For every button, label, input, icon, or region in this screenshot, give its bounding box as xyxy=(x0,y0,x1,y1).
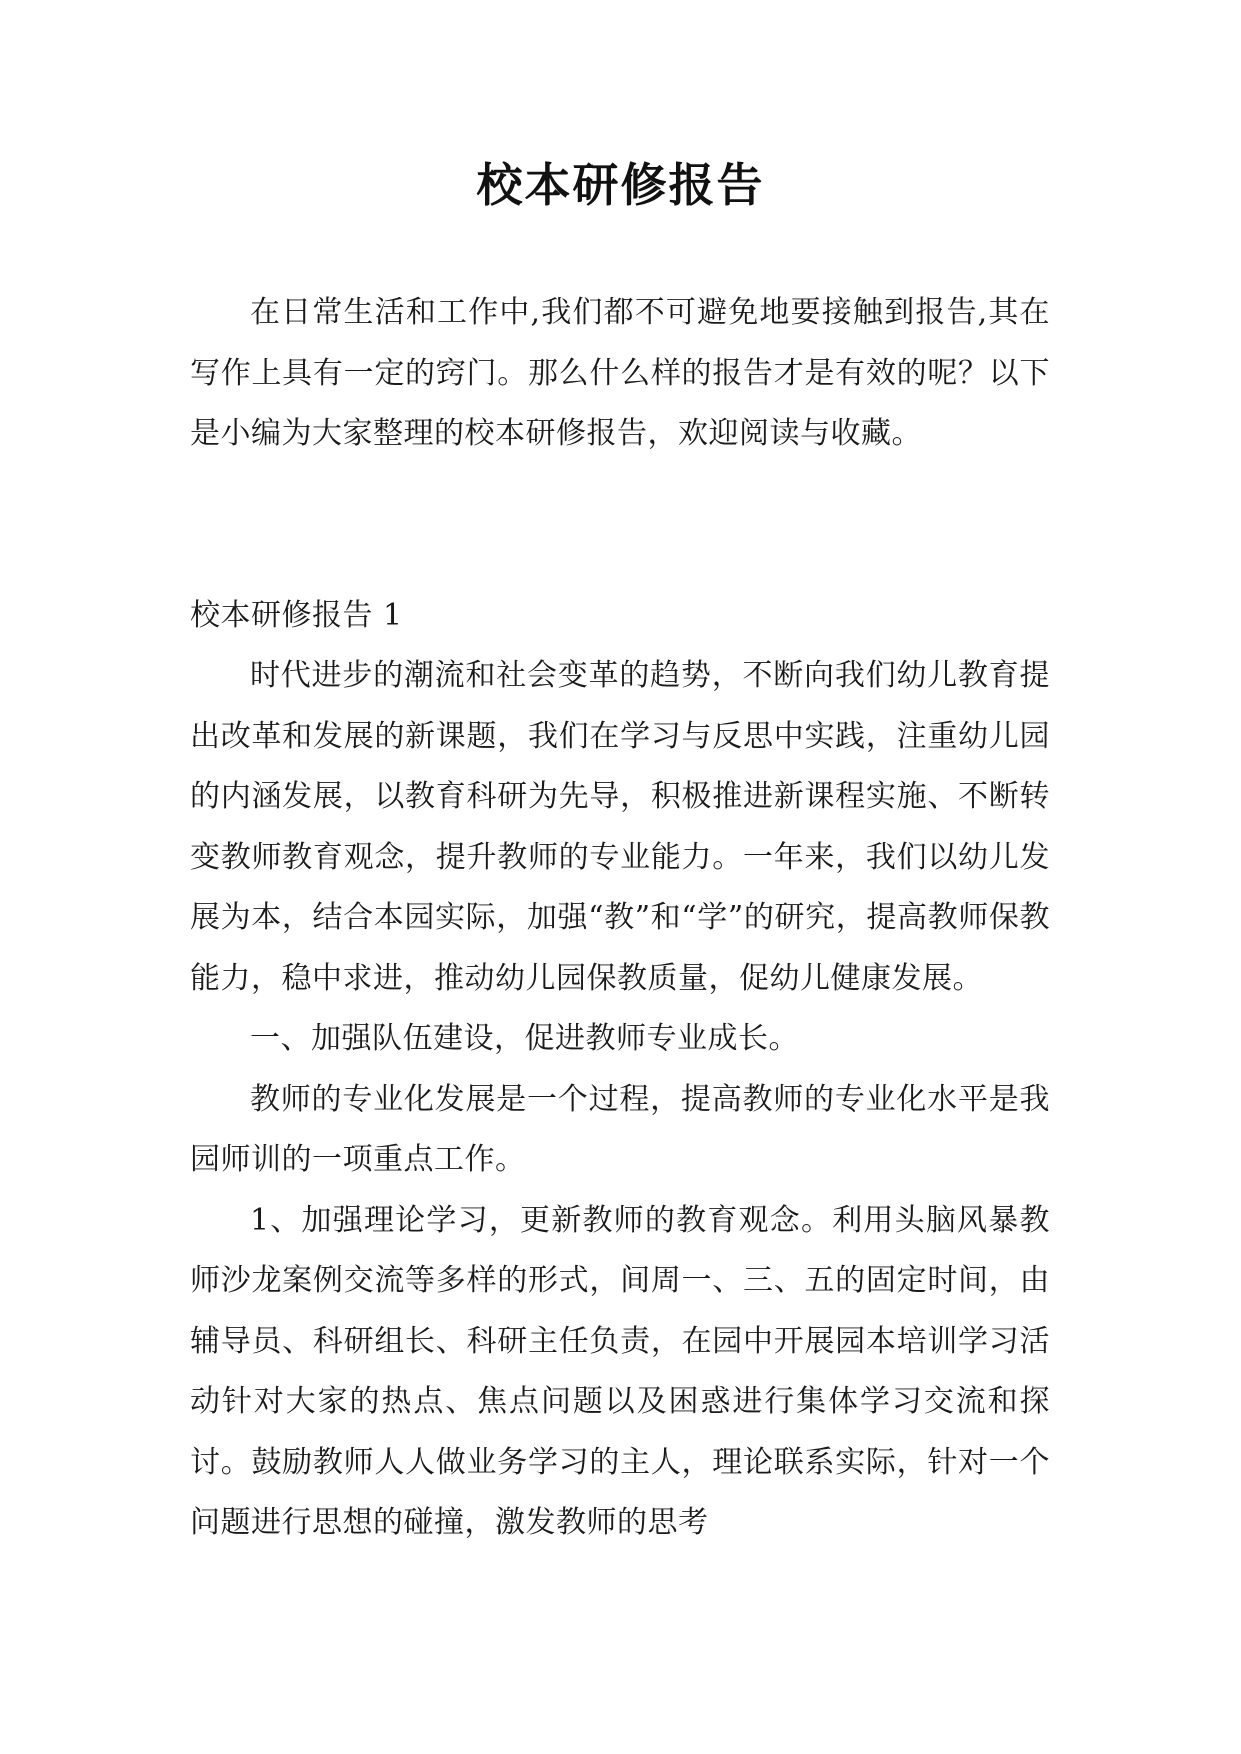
document-body xyxy=(190,283,1050,1554)
intro-paragraph: 在日常生活和工作中,我们都不可避免地要接触到报告,其在写作上具有一定的窍门。那么什么样的报告才是有效的呢？以下是小编为大家整理的校本研修报告，欢迎阅读与收藏。 xyxy=(190,295,1050,451)
body-paragraph-1: 时代进步的潮流和社会变革的趋势，不断向我们幼儿教育提出改革和发展的新课题，我们在学习与反思中实践，注重幼儿园的内涵发展，以教育科研为先导，积极推进新课程实施、不断转变教师教育观念，提升教师的专业能力。一年来，我们以幼儿发展为本，结合本园实际，加强“教”和“学”的研究，提高教师保教能力，稳中求进，推动幼儿园保教质量，促幼儿健康发展。 xyxy=(190,658,1050,996)
paragraph-spacer xyxy=(190,465,1050,586)
document-title: 校本研修报告 xyxy=(476,158,765,212)
body-paragraph-4: 1、加强理论学习，更新教师的教育观念。利用头脑风暴教师沙龙案例交流等多样的形式，间周一、三、五的固定时间，由辅导员、科研组长、科研主任负责，在园中开展园本培训学习活动针对大家的热点、焦点问题以及困惑进行集体学习交流和探讨。鼓励教师人人做业务学习的主人，理论联系实际，针对一个问题进行思想的碰撞，激发教师的思考 xyxy=(190,1202,1050,1540)
section-heading: 校本研修报告 1 xyxy=(190,597,403,633)
body-paragraph-2: 一、加强队伍建设，促进教师专业成长。 xyxy=(250,1021,799,1056)
body-paragraph-3: 教师的专业化发展是一个过程，提高教师的专业化水平是我园师训的一项重点工作。 xyxy=(190,1081,1050,1177)
